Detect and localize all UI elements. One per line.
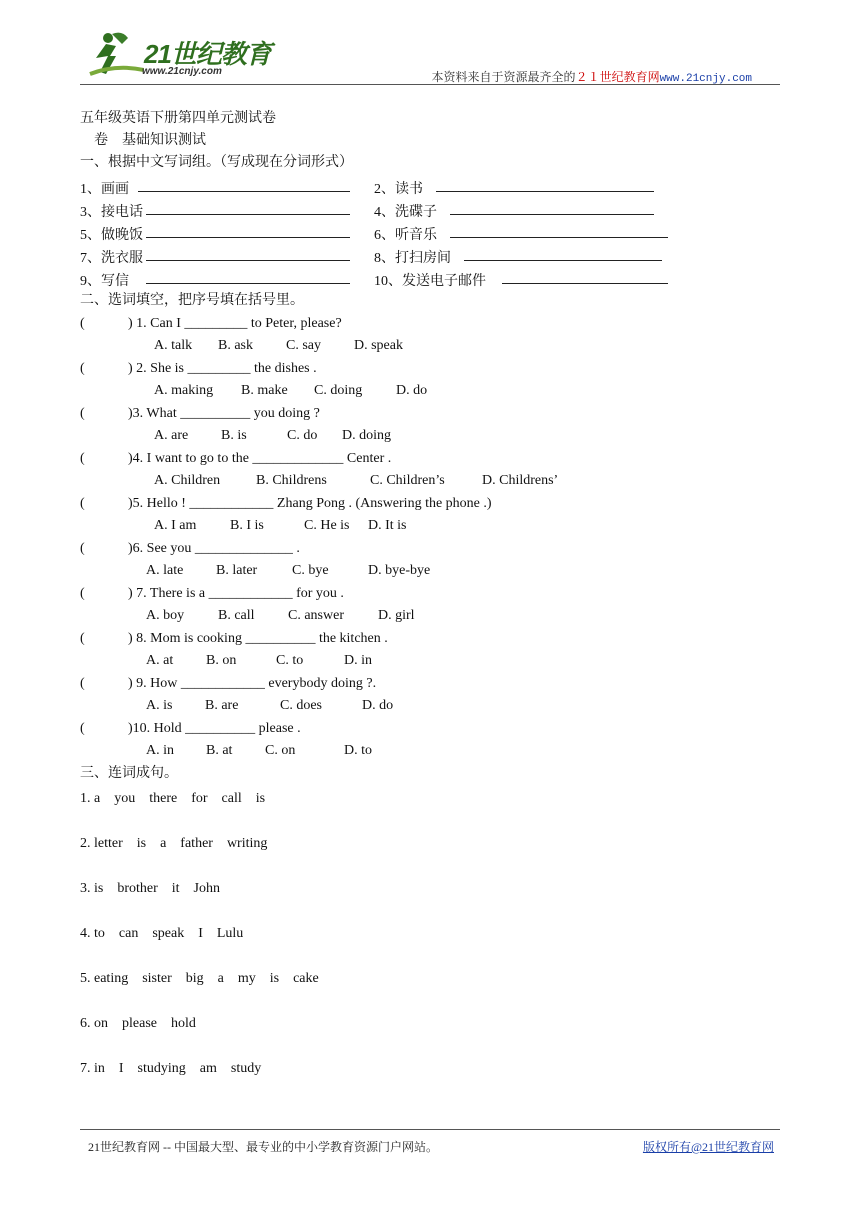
vocab-blank[interactable]: [502, 270, 668, 289]
answer-paren[interactable]: (: [80, 721, 85, 736]
vocab-blank[interactable]: [436, 178, 654, 197]
header-note: [432, 68, 752, 85]
option-b: B. Childrens: [256, 473, 327, 488]
option-b: B. at: [206, 743, 233, 758]
option-c: C. answer: [288, 608, 344, 623]
option-a: A. boy: [146, 608, 185, 623]
footer-text: 21世纪教育网 -- 中国最大型、最专业的中小学教育资源门户网站。: [88, 1140, 438, 1154]
reorder-item: 1. a you there for call is: [80, 791, 266, 806]
vocab-blank[interactable]: [138, 178, 350, 197]
question-text: ) 7. There is a ____________ for you .: [128, 586, 344, 601]
page-subtitle: 卷 基础知识测试: [94, 133, 206, 148]
option-d: D. to: [344, 743, 372, 758]
option-d: D. doing: [342, 428, 391, 443]
option-d: D. girl: [378, 608, 415, 623]
question-text: )4. I want to go to the _____________ Center .: [128, 451, 392, 466]
option-c: C. do: [287, 428, 318, 443]
answer-paren[interactable]: (: [80, 451, 85, 466]
answer-paren[interactable]: (: [80, 316, 85, 331]
option-b: B. call: [218, 608, 255, 623]
vocab-item: 10、发送电子邮件: [374, 274, 486, 289]
header-divider: [80, 84, 780, 85]
vocab-item: 7、洗衣服: [80, 251, 143, 266]
question-text: ) 9. How ____________ everybody doing ?.: [128, 676, 377, 691]
option-d: D. speak: [354, 338, 403, 353]
vocab-blank[interactable]: [146, 224, 350, 243]
part3-heading: 三、连词成句。: [80, 766, 178, 781]
option-a: A. talk: [154, 338, 193, 353]
answer-paren[interactable]: (: [80, 631, 85, 646]
header-note-url[interactable]: www.21cnjy.com: [659, 73, 752, 85]
reorder-item: 7. in I studying am study: [80, 1061, 262, 1076]
option-a: A. is: [146, 698, 173, 713]
option-b: B. later: [216, 563, 258, 578]
option-b: B. I is: [230, 518, 264, 533]
answer-paren[interactable]: (: [80, 406, 85, 421]
answer-paren[interactable]: (: [80, 361, 85, 376]
option-a: A. I am: [154, 518, 197, 533]
option-b: B. make: [241, 383, 288, 398]
vocab-blank[interactable]: [464, 247, 662, 266]
vocab-item: 1、画画: [80, 182, 129, 197]
option-a: A. late: [146, 563, 184, 578]
option-c: C. Children’s: [370, 473, 445, 488]
part2-heading: 二、选词填空，把序号填在括号里。: [80, 293, 304, 308]
vocab-blank[interactable]: [146, 201, 350, 220]
vocab-blank[interactable]: [146, 270, 350, 289]
option-c: C. does: [280, 698, 322, 713]
option-d: D. do: [362, 698, 394, 713]
option-c: C. bye: [292, 563, 329, 578]
page-title: 五年级英语下册第四单元测试卷: [80, 111, 276, 126]
answer-paren[interactable]: (: [80, 586, 85, 601]
vocab-blank[interactable]: [450, 224, 668, 243]
option-a: A. in: [146, 743, 174, 758]
question-text: ) 2. She is _________ the dishes .: [128, 361, 317, 376]
question-text: )6. See you ______________ .: [128, 541, 300, 556]
option-d: D. It is: [368, 518, 407, 533]
option-c: C. say: [286, 338, 321, 353]
reorder-item: 6. on please hold: [80, 1016, 196, 1031]
question-text: ) 1. Can I _________ to Peter, please?: [128, 316, 342, 331]
question-text: )10. Hold __________ please .: [128, 721, 301, 736]
vocab-item: 3、接电话: [80, 205, 143, 220]
vocab-item: 8、打扫房间: [374, 251, 451, 266]
reorder-item: 3. is brother it John: [80, 881, 220, 896]
copyright-link[interactable]: 版权所有@21世纪教育网: [642, 1140, 774, 1154]
option-b: B. are: [205, 698, 239, 713]
logo-text: 21世纪教育: [144, 39, 271, 69]
question-text: ) 8. Mom is cooking __________ the kitchen .: [128, 631, 388, 646]
header-note-brand: ２１世纪教育网: [575, 70, 660, 84]
answer-paren[interactable]: (: [80, 496, 85, 511]
vocab-item: 5、做晚饭: [80, 228, 143, 243]
reorder-item: 4. to can speak I Lulu: [80, 926, 244, 941]
option-a: A. making: [154, 383, 214, 398]
option-d: D. Childrens’: [482, 473, 559, 488]
logo-url: www.21cnjy.com: [142, 66, 222, 77]
question-text: )3. What __________ you doing ?: [128, 406, 320, 421]
vocab-item: 2、读书: [374, 182, 423, 197]
option-d: D. do: [396, 383, 428, 398]
vocab-item: 9、写信: [80, 274, 129, 289]
option-c: C. doing: [314, 383, 363, 398]
option-c: C. to: [276, 653, 304, 668]
option-c: C. on: [265, 743, 296, 758]
option-d: D. in: [344, 653, 372, 668]
vocab-blank[interactable]: [146, 247, 350, 266]
vocab-item: 6、听音乐: [374, 228, 437, 243]
vocab-item: 4、洗碟子: [374, 205, 437, 220]
option-a: A. at: [146, 653, 174, 668]
header-note-prefix: 本资料来自于资源最齐全的: [431, 70, 576, 84]
option-b: B. is: [221, 428, 247, 443]
part1-heading: 一、根据中文写词组。（写成现在分词形式）: [80, 155, 353, 170]
option-a: A. Children: [154, 473, 221, 488]
option-b: B. ask: [218, 338, 253, 353]
option-b: B. on: [206, 653, 237, 668]
reorder-item: 5. eating sister big a my is cake: [80, 971, 319, 986]
question-text: )5. Hello ! ____________ Zhang Pong . (Answering the phone .): [128, 496, 492, 511]
footer-divider: [80, 1129, 780, 1130]
option-a: A. are: [154, 428, 189, 443]
option-d: D. bye-bye: [368, 563, 431, 578]
runner-logo-icon: [82, 28, 144, 84]
vocab-blank[interactable]: [450, 201, 654, 220]
answer-paren[interactable]: (: [80, 541, 85, 556]
reorder-item: 2. letter is a father writing: [80, 836, 268, 851]
answer-paren[interactable]: (: [80, 676, 85, 691]
option-c: C. He is: [304, 518, 350, 533]
logo: [82, 28, 282, 84]
